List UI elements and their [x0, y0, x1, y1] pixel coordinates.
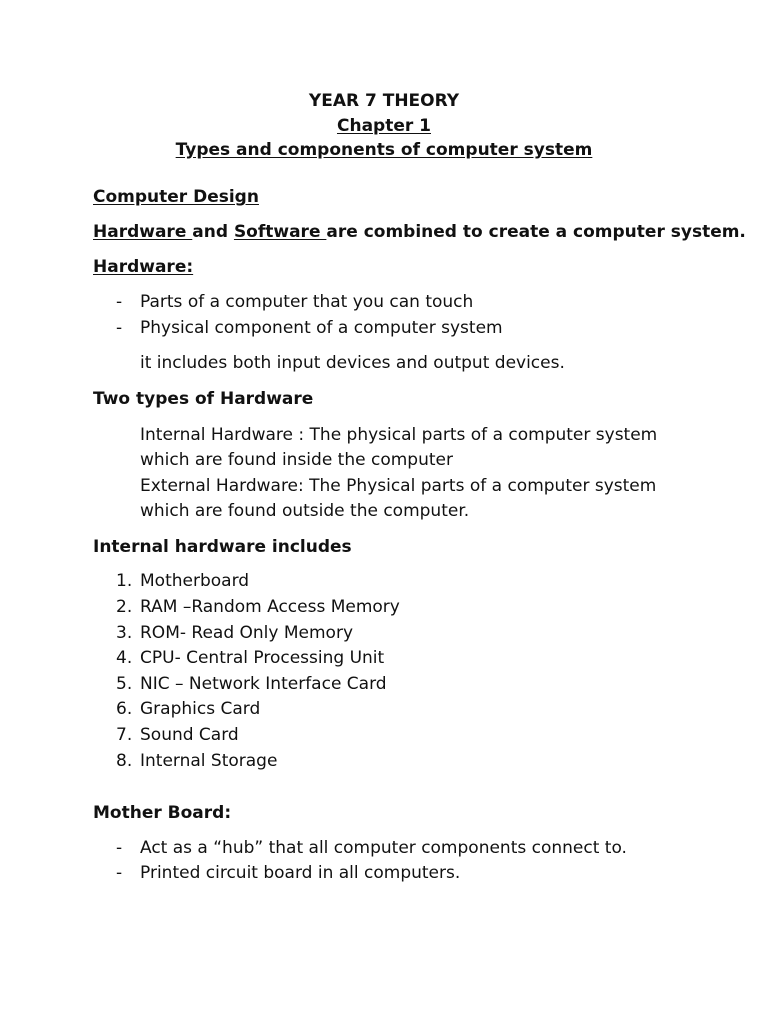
document-title: Types and components of computer system [175, 140, 593, 160]
hardware-heading: Hardware: [93, 257, 194, 277]
list-text: Graphics Card [140, 699, 261, 719]
list-text: RAM –Random Access Memory [140, 597, 400, 617]
list-number: 1. [116, 571, 133, 591]
bullet-dash: - [116, 838, 123, 858]
and-word: and [192, 222, 234, 242]
bullet-dash: - [116, 318, 123, 338]
list-text: NIC – Network Interface Card [140, 674, 387, 694]
internal-hardware-heading: Internal hardware includes [93, 537, 352, 557]
list-text: CPU- Central Processing Unit [140, 648, 385, 668]
list-text: Sound Card [140, 725, 239, 745]
list-number: 6. [116, 699, 133, 719]
hardware-note: it includes both input devices and output devices. [140, 353, 565, 373]
bullet-text: Printed circuit board in all computers. [140, 863, 461, 883]
list-number: 5. [116, 674, 133, 694]
year-heading: YEAR 7 THEORY [308, 91, 460, 111]
list-number: 4. [116, 648, 133, 668]
list-number: 7. [116, 725, 133, 745]
bullet-dash: - [116, 863, 123, 883]
list-text: Internal Storage [140, 751, 278, 771]
software-term: Software [233, 222, 327, 242]
computer-design-heading: Computer Design [93, 187, 259, 207]
types-line: Internal Hardware : The physical parts of a computer system [140, 425, 658, 445]
hardware-term: Hardware [93, 222, 193, 242]
types-line: External Hardware: The Physical parts of a computer system [140, 476, 657, 496]
list-text: ROM- Read Only Memory [140, 623, 353, 643]
types-line: which are found outside the computer. [140, 501, 470, 521]
bullet-text: Parts of a computer that you can touch [140, 292, 474, 312]
bullet-text: Act as a “hub” that all computer components connect to. [140, 838, 627, 858]
motherboard-heading: Mother Board: [93, 803, 232, 823]
list-number: 8. [116, 751, 133, 771]
bullet-dash: - [116, 292, 123, 312]
list-number: 3. [116, 623, 133, 643]
types-line: which are found inside the computer [140, 450, 453, 470]
chapter-heading: Chapter 1 [336, 116, 431, 136]
list-text: Motherboard [140, 571, 250, 591]
two-types-heading: Two types of Hardware [93, 389, 314, 409]
computer-design-sentence [93, 221, 746, 243]
list-number: 2. [116, 597, 133, 617]
sentence-rest: are combined to create a computer system. [326, 222, 746, 242]
bullet-text: Physical component of a computer system [140, 318, 503, 338]
